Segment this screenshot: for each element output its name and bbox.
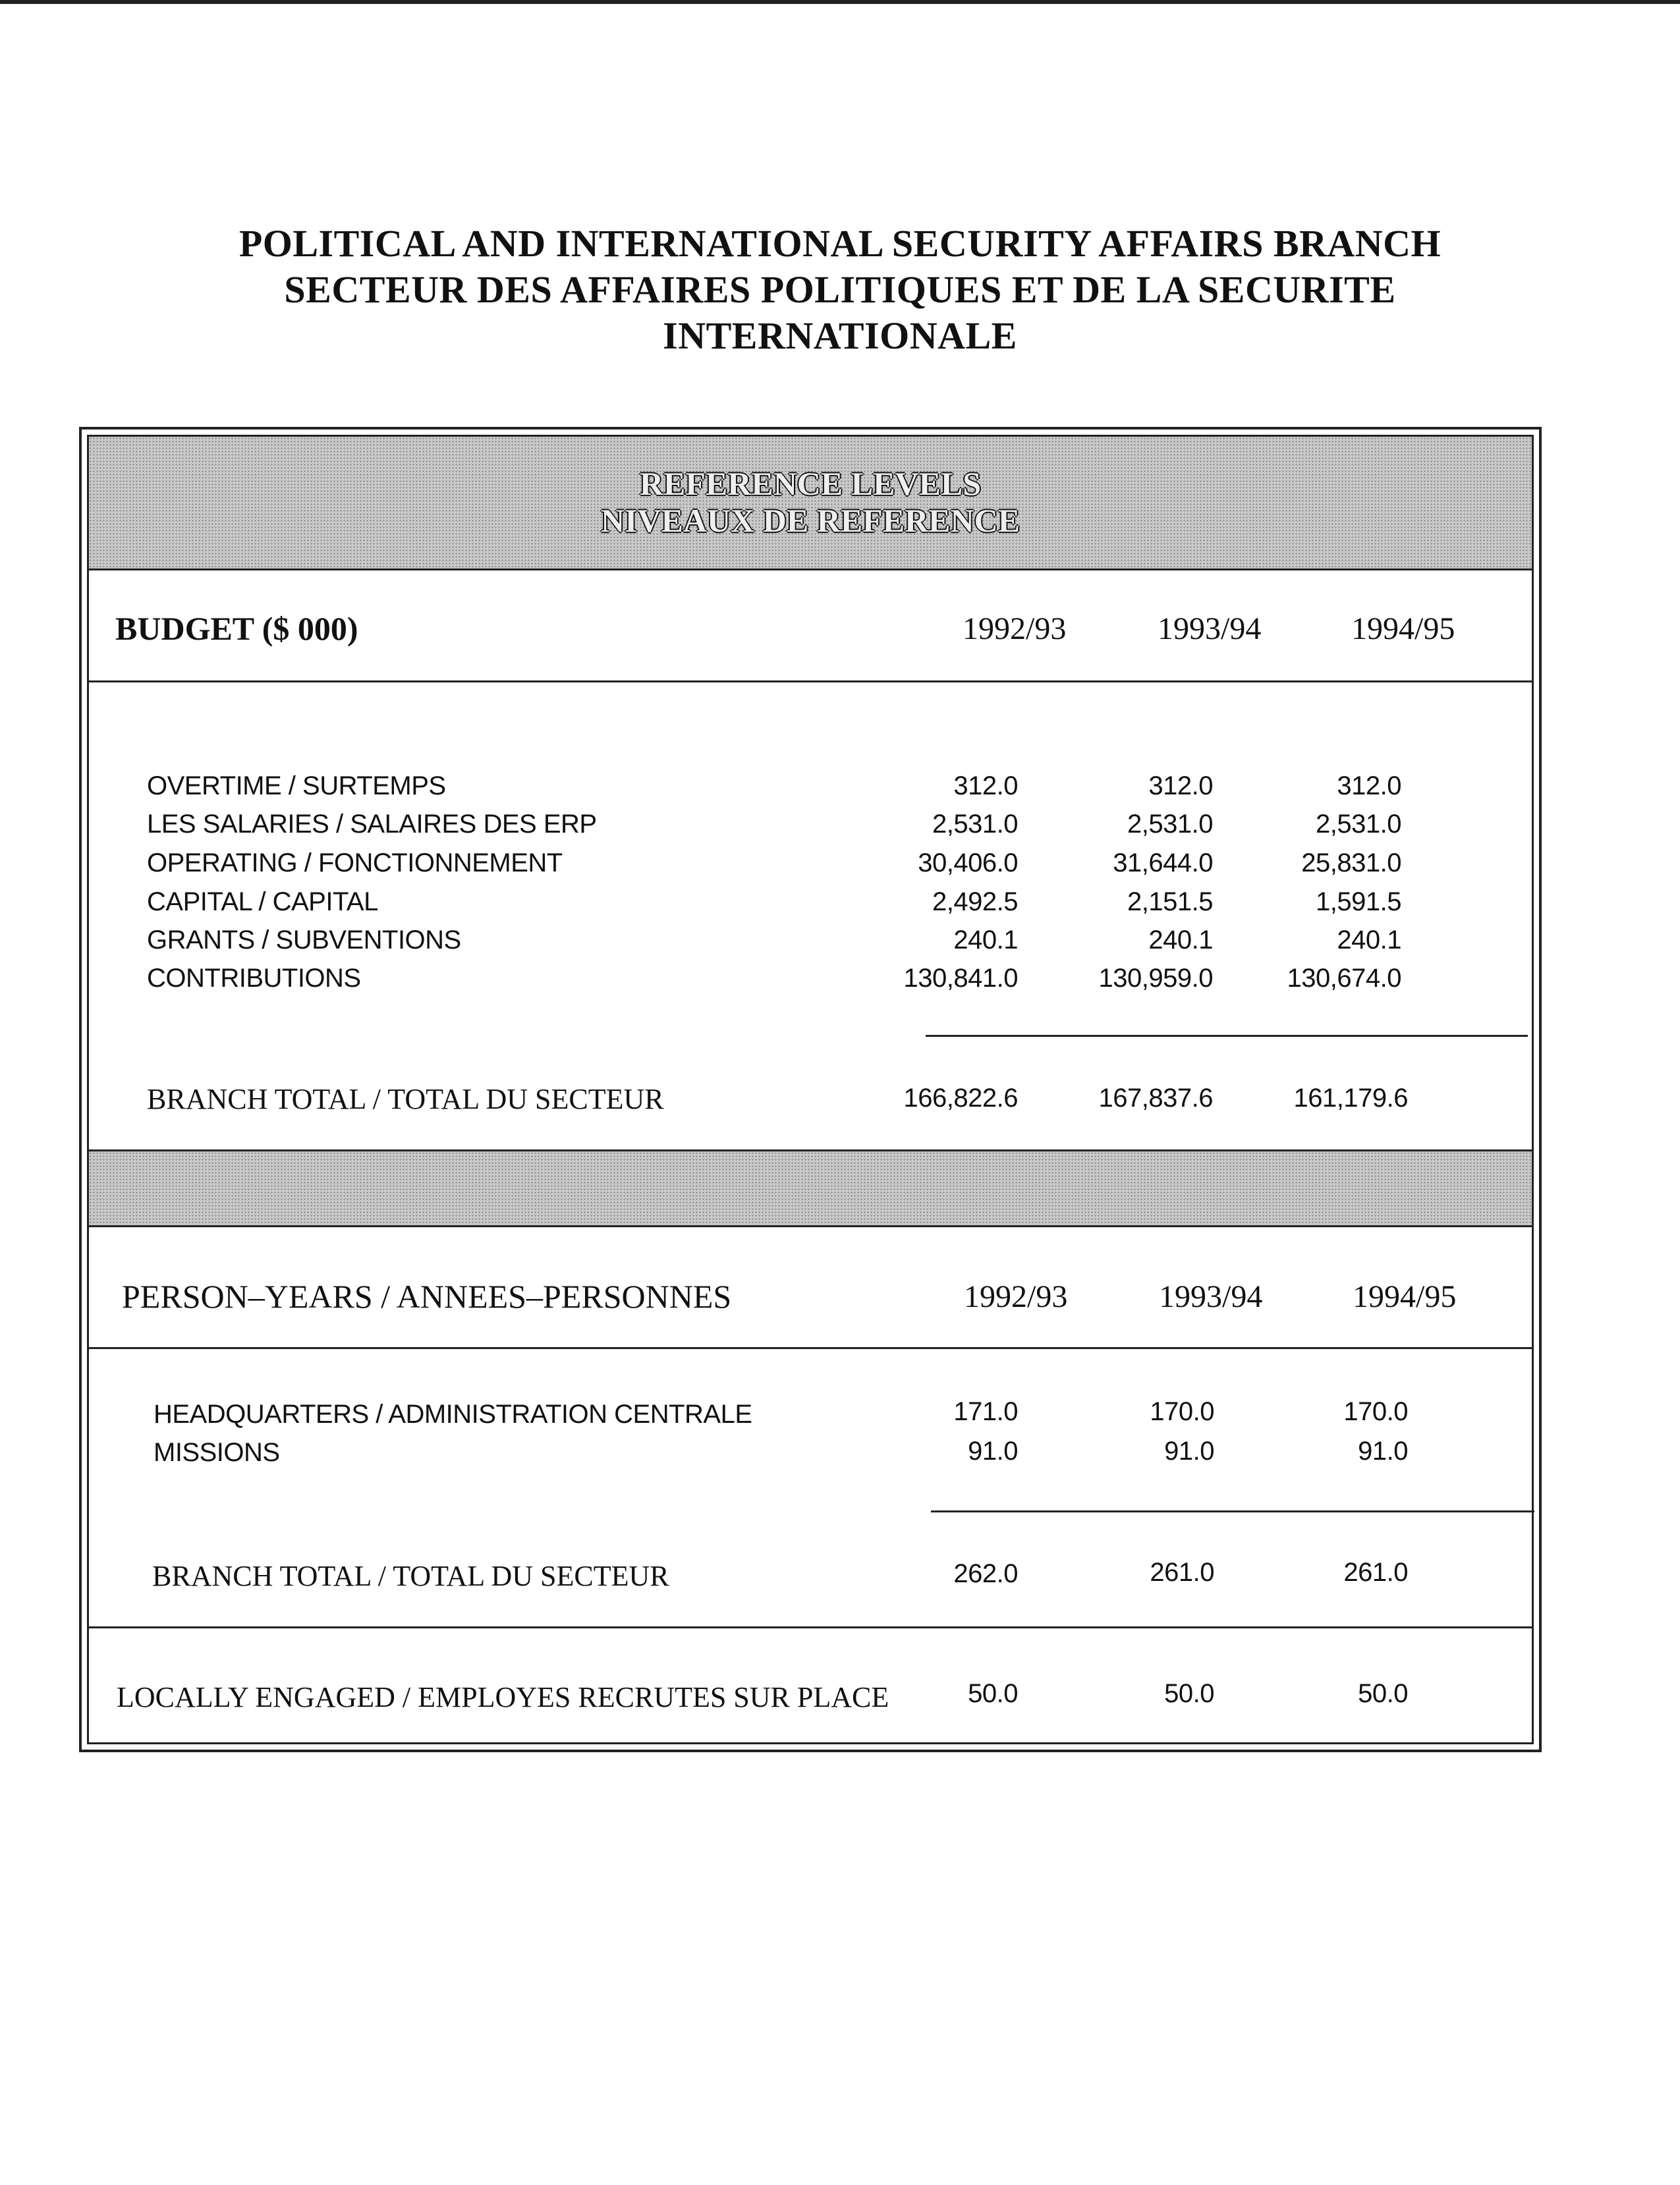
budget-year-1: 1992/93	[963, 611, 1067, 646]
row-value-1994: 25,831.0	[1301, 848, 1401, 877]
locally-engaged-label: LOCALLY ENGAGED / EMPLOYES RECRUTES SUR PLACE	[117, 1681, 889, 1713]
row-label: CONTRIBUTIONS	[147, 964, 361, 993]
total-value-1993: 167,837.6	[1098, 1084, 1213, 1113]
row-value-1993: 2,531.0	[1127, 810, 1213, 839]
locally-value-1993: 50.0	[1164, 1679, 1214, 1708]
reference-levels-table	[79, 427, 1542, 1752]
title-line-3: INTERNATIONALE	[663, 314, 1017, 357]
divider	[89, 1347, 1532, 1349]
row-value-1994: 91.0	[1358, 1437, 1408, 1466]
row-label: LES SALARIES / SALAIRES DES ERP	[147, 810, 597, 839]
page-top-edge	[0, 0, 1680, 4]
row-label: MISSIONS	[154, 1438, 280, 1467]
title-line-2: SECTEUR DES AFFAIRES POLITIQUES ET DE LA SECURITE	[284, 268, 1396, 311]
row-value-1992: 171.0	[953, 1397, 1018, 1426]
row-value-1992: 312.0	[953, 771, 1018, 800]
row-value-1992: 30,406.0	[918, 848, 1018, 877]
row-value-1993: 130,959.0	[1098, 964, 1213, 993]
row-value-1993: 91.0	[1164, 1437, 1214, 1466]
reference-levels-title-fr: NIVEAUX DE REFERENCE	[600, 502, 1021, 539]
reference-levels-title: REFERENCE LEVELS	[639, 465, 982, 502]
divider	[89, 680, 1532, 682]
row-value-1994: 240.1	[1337, 926, 1401, 954]
title-line-1: POLITICAL AND INTERNATIONAL SECURITY AFFAIRS BRANCH	[238, 222, 1442, 265]
row-value-1994: 312.0	[1337, 771, 1401, 800]
person-years-year-3: 1994/95	[1353, 1279, 1457, 1314]
person-years-year-1: 1992/93	[964, 1279, 1068, 1314]
table-inner-border	[87, 435, 1534, 1744]
divider	[89, 568, 1532, 570]
locally-value-1992: 50.0	[968, 1679, 1018, 1708]
document-title	[0, 221, 1680, 359]
row-value-1993: 170.0	[1150, 1397, 1214, 1426]
row-value-1992: 2,492.5	[932, 887, 1018, 916]
row-value-1994: 2,531.0	[1316, 810, 1401, 839]
row-value-1992: 130,841.0	[903, 964, 1018, 993]
divider	[89, 1225, 1532, 1227]
subtotal-rule	[931, 1510, 1534, 1512]
row-value-1993: 2,151.5	[1127, 887, 1213, 916]
row-value-1992: 240.1	[953, 926, 1018, 954]
row-value-1993: 31,644.0	[1113, 848, 1213, 877]
budget-header: BUDGET ($ 000)	[115, 610, 358, 647]
row-label: GRANTS / SUBVENTIONS	[147, 926, 461, 954]
total-label: BRANCH TOTAL / TOTAL DU SECTEUR	[147, 1083, 664, 1115]
subtotal-rule	[926, 1035, 1528, 1037]
total-value-1992: 166,822.6	[903, 1084, 1018, 1113]
divider	[89, 1626, 1532, 1628]
total-value-1993: 261.0	[1150, 1558, 1214, 1587]
row-label: OPERATING / FONCTIONNEMENT	[147, 848, 563, 877]
reference-levels-band	[89, 437, 1532, 568]
person-years-header: PERSON–YEARS / ANNEES–PERSONNES	[122, 1278, 732, 1315]
total-value-1994: 261.0	[1343, 1558, 1408, 1587]
total-value-1994: 161,179.6	[1293, 1084, 1408, 1113]
separator-band	[89, 1151, 1532, 1225]
total-label: BRANCH TOTAL / TOTAL DU SECTEUR	[152, 1560, 669, 1592]
row-value-1993: 312.0	[1148, 771, 1213, 800]
row-value-1994: 170.0	[1343, 1397, 1408, 1426]
row-value-1993: 240.1	[1148, 926, 1213, 954]
row-value-1994: 130,674.0	[1287, 964, 1401, 993]
budget-year-2: 1993/94	[1158, 611, 1262, 646]
row-label: OVERTIME / SURTEMPS	[147, 771, 446, 800]
row-label: HEADQUARTERS / ADMINISTRATION CENTRALE	[154, 1400, 752, 1429]
row-value-1992: 2,531.0	[932, 810, 1018, 839]
row-value-1992: 91.0	[968, 1437, 1018, 1466]
person-years-year-2: 1993/94	[1159, 1279, 1263, 1314]
total-value-1992: 262.0	[953, 1559, 1018, 1588]
row-label: CAPITAL / CAPITAL	[147, 887, 378, 916]
row-value-1994: 1,591.5	[1316, 887, 1401, 916]
budget-year-3: 1994/95	[1351, 611, 1455, 646]
locally-value-1994: 50.0	[1358, 1679, 1408, 1708]
